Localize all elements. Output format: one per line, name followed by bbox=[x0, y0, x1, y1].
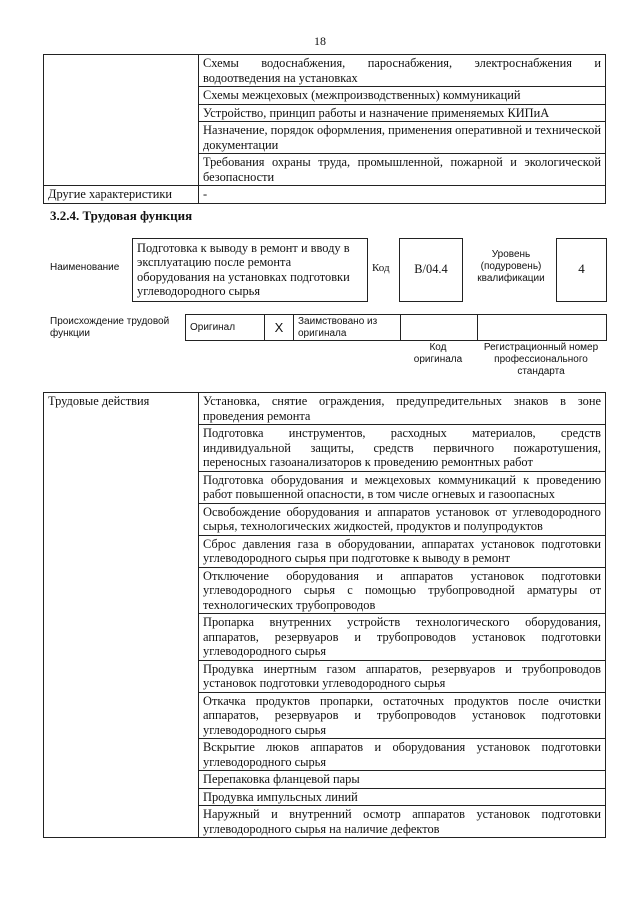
function-name-box: Подготовка к выводу в ремонт и вводу в эксплуатацию после ремонта оборудования на установках подготовки углеводородного сырья bbox=[132, 238, 368, 302]
other-characteristics-label: Другие характеристики bbox=[44, 186, 199, 204]
table-row: Освобождение оборудования и аппаратов установок от углеводородного сырья, технологических жидкостей, продуктов и полупродуктов bbox=[199, 503, 606, 535]
page-number: 18 bbox=[314, 34, 326, 48]
table-row: Перепаковка фланцевой пары bbox=[199, 771, 606, 789]
table-row: Устройство, принцип работы и назначение применяемых КИПиА bbox=[199, 104, 606, 122]
table-row: Схемы межцеховых (межпроизводственных) коммуникаций bbox=[199, 87, 606, 105]
original-code-caption: Код оригинала bbox=[413, 342, 463, 365]
table-row: Назначение, порядок оформления, применения оперативной и технической документации bbox=[199, 122, 606, 154]
table-row: Подготовка инструментов, расходных материалов, средств индивидуальной защиты, средств первичного пожаротушения, переносных газоанализаторов к проведению ремонтных работ bbox=[199, 425, 606, 472]
registration-number-caption: Регистрационный номер профессионального стандарта bbox=[483, 342, 599, 377]
table-row: Пропарка внутренних устройств технологического оборудования, аппаратов, резервуаров и трубопроводов установок подготовки углеводородного сырья bbox=[199, 614, 606, 661]
qualification-level-label: Уровень (подуровень) квалификации bbox=[477, 249, 545, 284]
table-row: Вскрытие люков аппаратов и оборудования установок подготовки углеводородного сырья bbox=[199, 739, 606, 771]
table-row: Схемы водоснабжения, пароснабжения, электроснабжения и водоотведения на установках bbox=[199, 55, 606, 87]
code-label: Код bbox=[372, 262, 390, 274]
section-heading: 3.2.4. Трудовая функция bbox=[50, 208, 193, 223]
table-cell-empty bbox=[44, 55, 199, 186]
other-characteristics-value: - bbox=[199, 186, 606, 204]
labor-actions-table bbox=[43, 392, 606, 838]
origin-table bbox=[185, 314, 607, 341]
table-row: Сброс давления газа в оборудовании, аппаратах установок подготовки углеводородного сырья при подготовке к выводу в ремонт bbox=[199, 535, 606, 567]
qualification-level-box: 4 bbox=[556, 238, 607, 302]
table-row: Продувка инертным газом аппаратов, резервуаров и трубопроводов установок подготовки углеводородного сырья bbox=[199, 660, 606, 692]
table-row: Откачка продуктов пропарки, остаточных продуктов после очистки аппаратов, резервуаров и трубопроводов установок подготовки углеводородного сырья bbox=[199, 692, 606, 739]
table-row: Подготовка оборудования и межцеховых коммуникаций к проведению работ повышенной опасности, в том числе огневых и газоопасных bbox=[199, 471, 606, 503]
borrowed-label: Заимствовано из оригинала bbox=[294, 315, 401, 341]
table-row: Наружный и внутренний осмотр аппаратов установок подготовки углеводородного сырья на наличие дефектов bbox=[199, 806, 606, 838]
table-row: Требования охраны труда, промышленной, пожарной и экологической безопасности bbox=[199, 154, 606, 186]
original-code-cell bbox=[401, 315, 478, 341]
name-label: Наименование bbox=[50, 262, 120, 273]
original-label: Оригинал bbox=[186, 315, 265, 341]
table-row: Продувка импульсных линий bbox=[199, 788, 606, 806]
registration-number-cell bbox=[478, 315, 607, 341]
origin-label: Происхождение трудовой функции bbox=[50, 316, 170, 339]
labor-actions-label: Трудовые действия bbox=[44, 393, 199, 838]
original-mark: X bbox=[265, 315, 294, 341]
continuation-table bbox=[43, 54, 606, 204]
function-code-box: В/04.4 bbox=[399, 238, 463, 302]
table-row: Отключение оборудования и аппаратов установок подготовки углеводородного сырья с помощью трубопроводной арматуры от технологических трубопроводов bbox=[199, 567, 606, 614]
table-row: Установка, снятие ограждения, предупредительных знаков в зоне проведения ремонта bbox=[199, 393, 606, 425]
